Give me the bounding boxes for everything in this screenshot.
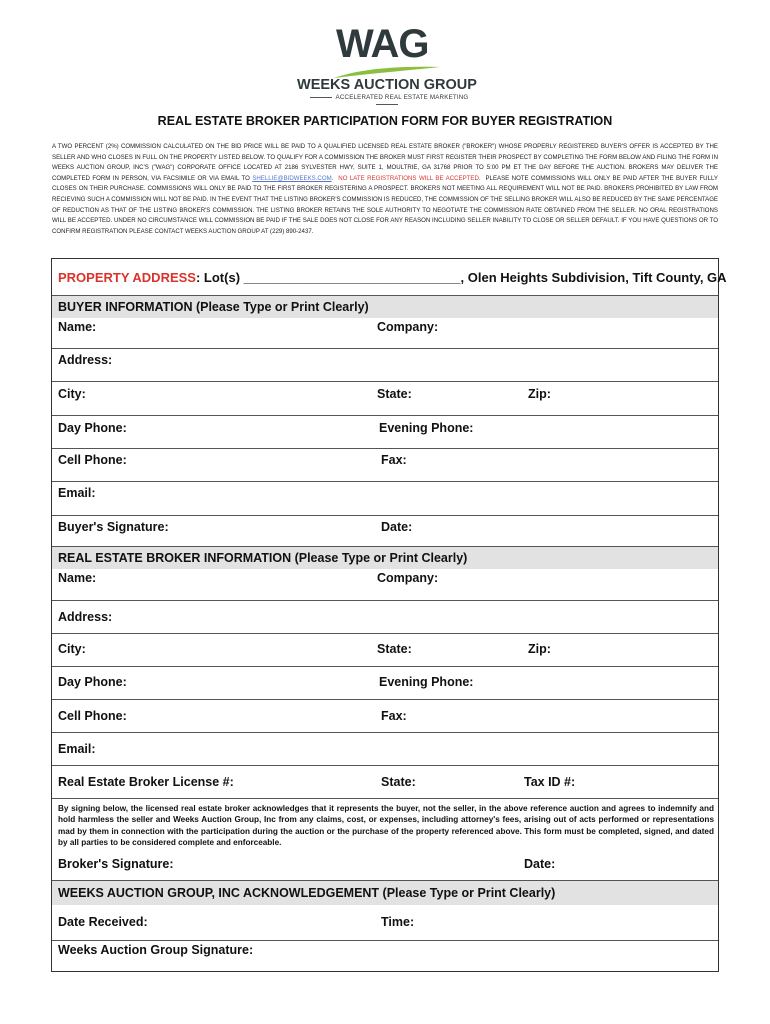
buyer-email-row <box>52 482 718 516</box>
terms-text-part1: A TWO PERCENT (2%) COMMISSION CALCULATED ON THE BID PRICE WILL BE PAID TO A QUALIFIED LICENSED REAL ESTATE BROKER ("BROKER") WHOSE PROPERLY REGISTERED BUYER'S OFFER IS ACCEPTED BY THE SELLER AND WHO CLOSES IN FULL ON THE PROPERTY LISTED BELOW. TO QUALIFY FOR A COMMISSION THE BROKER MUST FIRST REGISTER THEIR PROSPECT BY COMPLETING THE FORM BELOW AND FILING THE FORM IN WEEKS AUCTION GROUP, INC'S ("WAG") CORPORATE OFFICE LOCATED AT 2186 SYLVESTER HWY, SUITE 1, MOULTRIE, GA 31768 PRIOR TO 5:00 PM ET THE DAY BEFORE THE AUCTION. BROKERS MAY DELIVER THE COMPLETED FORM IN PERSON, VIA FACSIMILE OR VIA EMAIL TO <box>52 143 718 182</box>
property-address-details: : Lot(s) ______________________________, Olen Heights Subdivision, Tift County, GA <box>195 270 727 285</box>
time-received-field[interactable]: Time: <box>381 915 415 929</box>
form-title: REAL ESTATE BROKER PARTICIPATION FORM FOR BUYER REGISTRATION <box>157 114 613 128</box>
buyer-address-field[interactable]: Address: <box>58 353 113 367</box>
terms-separator: . <box>331 174 334 182</box>
broker-day-phone-field[interactable]: Day Phone: <box>58 675 127 689</box>
buyer-email-field[interactable]: Email: <box>58 486 96 500</box>
logo-company-name: WEEKS AUCTION GROUP <box>297 77 477 93</box>
buyer-city-row <box>52 382 718 416</box>
broker-evening-phone-field[interactable]: Evening Phone: <box>379 675 474 689</box>
broker-license-state-field[interactable]: State: <box>381 775 416 789</box>
broker-fax-field[interactable]: Fax: <box>381 709 407 723</box>
buyer-section-title: BUYER INFORMATION (Please Type or Print Clearly) <box>58 300 369 314</box>
buyer-cell-row <box>52 449 718 482</box>
broker-signature-date-field[interactable]: Date: <box>524 857 556 871</box>
registration-email-link[interactable]: SHELLIE@BIDWEEKS.COM <box>252 174 332 182</box>
broker-cell-phone-field[interactable]: Cell Phone: <box>58 709 127 723</box>
logo-wordmark: WAG <box>336 22 429 66</box>
buyer-phone-row <box>52 416 718 449</box>
broker-tax-id-field[interactable]: Tax ID #: <box>524 775 576 789</box>
buyer-zip-field[interactable]: Zip: <box>528 387 551 401</box>
buyer-signature-field[interactable]: Buyer's Signature: <box>58 520 169 534</box>
buyer-name-row <box>52 318 718 349</box>
broker-license-row <box>52 766 718 799</box>
terms-text-part2: PLEASE NOTE COMMISSIONS WILL ONLY BE PAID AFTER THE BUYER FULLY CLOSES ON THEIR PURCHASE. COMMISSIONS WILL ONLY BE PAID TO THE FIRST BROKER REGISTERING A PROSPECT. BROKERS NOT MEETING ALL REQUIREMENT WILL NOT BE PAID. BROKERS PROHIBITED BY LAW FROM RECIEVING SUCH A COMMISSION WILL NOT BE PAID. IN THE EVENT THAT THE LISTING BROKER'S COMMISSION IS REDUCED, THE COMMISSION OF THE SELLING BROKER WILL ALSO BE REDUCED BY THE SAME PERCENTAGE OF REDUCTION AS THAT OF THE LISTING BROKER'S COMMISSION. THE LISTING BROKER RETAINS THE SOLE AUTHORITY TO NEGOTIATE THE COMMISSION RATE OBTAINED FROM THE SELLER. NO ORAL REGISTRATIONS WILL BE ACCEPTED. UNDER NO CIRCUMSTANCE WILL COMMISSION BE PAID IF THE SALE DOES NOT CLOSE FOR ANY REASON INCLUDING SELLER INABILITY TO CLOSE OR SELLER DEFAULT. IF YOU HAVE QUESTIONS OR TO CONFIRM REGISTRATION PLEASE CONTACT WEEKS AUCTION GROUP AT (229) 890-2437. <box>52 174 718 235</box>
broker-signature-row <box>52 857 718 881</box>
late-registration-warning: NO LATE REGISTRATIONS WILL BE ACCEPTED. <box>338 174 481 182</box>
broker-acknowledgement-row <box>52 799 718 857</box>
buyer-state-field[interactable]: State: <box>377 387 412 401</box>
broker-cell-row <box>52 700 718 733</box>
broker-acknowledgement-text: By signing below, the licensed real estate broker acknowledges that it represents the buyer, not the seller, in the above reference auction and agrees to indemnify and hold harmless the seller and Weeks Auction Group, Inc from any claims, cost, or expenses, including attorney's fees, arising out of acts performed or representations mad by them in connection with the participation during the auction or the purchase of the property referenced above. This form must be completed, signed, and dated by all parties to be considered complete and enforceable. <box>58 804 714 848</box>
date-received-field[interactable]: Date Received: <box>58 915 148 929</box>
wag-ack-section-header <box>52 881 718 905</box>
broker-name-row <box>52 569 718 601</box>
broker-state-field[interactable]: State: <box>377 642 412 656</box>
buyer-day-phone-field[interactable]: Day Phone: <box>58 421 127 435</box>
broker-phone-row <box>52 667 718 700</box>
logo-tagline: ACCELERATED REAL ESTATE MARKETING <box>292 94 482 108</box>
broker-name-field[interactable]: Name: <box>58 571 97 585</box>
broker-license-field[interactable]: Real Estate Broker License #: <box>58 775 234 789</box>
broker-city-field[interactable]: City: <box>58 642 86 656</box>
commission-terms-paragraph <box>52 142 718 237</box>
buyer-cell-phone-field[interactable]: Cell Phone: <box>58 453 127 467</box>
buyer-city-field[interactable]: City: <box>58 387 86 401</box>
buyer-section-header <box>52 296 718 318</box>
broker-zip-field[interactable]: Zip: <box>528 642 551 656</box>
buyer-signature-row <box>52 516 718 547</box>
registration-form-box <box>51 258 727 972</box>
wag-ack-section-title: WEEKS AUCTION GROUP, INC ACKNOWLEDGEMENT (Please Type or Print Clearly) <box>58 886 556 900</box>
weeks-auction-group-logo <box>292 22 482 104</box>
broker-address-row <box>52 601 718 634</box>
buyer-company-field[interactable]: Company: <box>377 320 439 334</box>
wag-received-row <box>52 905 718 941</box>
property-address-field[interactable] <box>58 270 727 285</box>
property-address-label: PROPERTY ADDRESS <box>58 270 196 285</box>
broker-address-field[interactable]: Address: <box>58 610 113 624</box>
property-address-row <box>52 259 727 296</box>
broker-email-row <box>52 733 718 766</box>
buyer-signature-date-field[interactable]: Date: <box>381 520 413 534</box>
buyer-fax-field[interactable]: Fax: <box>381 453 407 467</box>
buyer-name-field[interactable]: Name: <box>58 320 97 334</box>
broker-email-field[interactable]: Email: <box>58 742 96 756</box>
broker-city-row <box>52 634 718 667</box>
wag-signature-field[interactable]: Weeks Auction Group Signature: <box>58 943 254 957</box>
broker-company-field[interactable]: Company: <box>377 571 439 585</box>
buyer-address-row <box>52 349 718 382</box>
buyer-evening-phone-field[interactable]: Evening Phone: <box>379 421 474 435</box>
wag-signature-row <box>52 941 718 971</box>
broker-section-header <box>52 547 718 569</box>
broker-signature-field[interactable]: Broker's Signature: <box>58 857 174 871</box>
broker-section-title: REAL ESTATE BROKER INFORMATION (Please Type or Print Clearly) <box>58 551 468 565</box>
